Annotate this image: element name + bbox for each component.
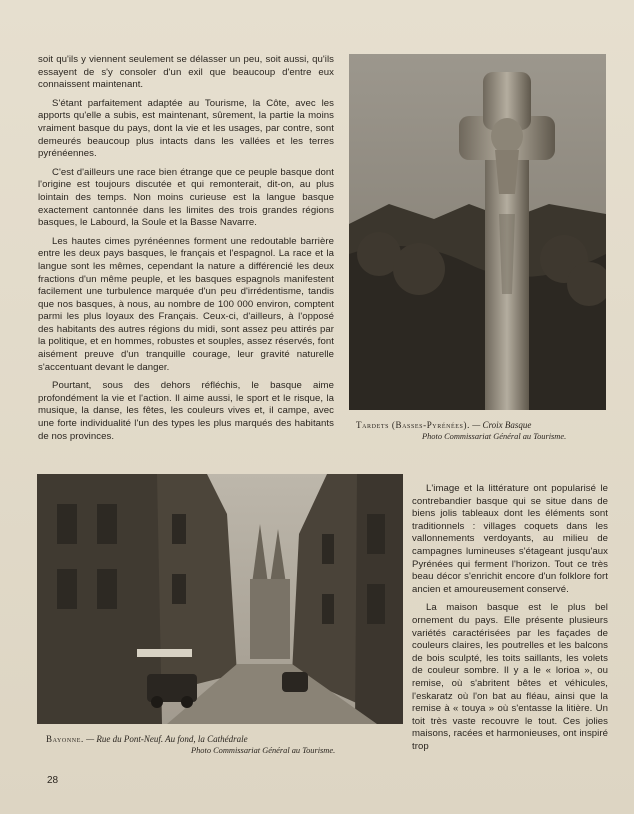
photo-basque-cross [349, 54, 606, 410]
caption-bayonne-street [46, 734, 386, 756]
caption-place: Tardets (Basses-Pyrénées). [356, 420, 470, 430]
paragraph: L'image et la littérature ont popularisé le contrebandier basque qui se situe dans de biens jolis tableaux dont les éléments sont traditionnels : villages coquets dans les vallonnements verdoyants, au milieu de campagnes lumineuses s'étageant jusqu'aux Pyrénées qui ferment l'horizon. Tout ce très beau décor s'enrichit encore d'un folklore fort ancien et amoureusement conservé. [412, 483, 608, 595]
caption-title: — Croix Basque [472, 420, 532, 430]
caption-basque-cross [356, 420, 612, 442]
paragraph: Pourtant, sous des dehors réfléchis, le basque aime profondément la vie et l'action. Il aime aussi, le sport et le risque, la musique, la danse, les fêtes, les couleurs vives et, il campe, avec une forte individualité l'un des types les plus marqués des habitants de nos provinces. [38, 380, 334, 442]
paragraph: S'étant parfaitement adaptée au Tourisme, la Côte, avec les apports qu'elle a subis, est maintenant, sûrement, la partie la moins vraiment basque du pays, dont la vie et les usages, par contre, sont demeurés beaucoup plus intacts dans les vallées et les terres pyrénéennes. [38, 97, 334, 160]
paragraph: C'est d'ailleurs une race bien étrange que ce peuple basque dont l'origine est toujours discutée et qui remonterait, dit-on, au plus lointain des temps. Non moins curieuse est la langue basque exactement cantonnée dans les limites des trois grandes régions basques, le Labourd, la Soule et la Basse Navarre. [38, 166, 334, 229]
paragraph: soit qu'ils y viennent seulement se délasser un peu, soit aussi, qu'ils essayent de s'y consoler d'un exil que beaucoup d'entre eux connaissent maintenant. [38, 54, 334, 91]
article-right-column [412, 483, 608, 759]
paragraph: La maison basque est le plus bel ornement du pays. Elle présente plusieurs variétés caractérisées par les façades de couleurs claires, les poutrelles et les balcons de bois sculpté, les toits saillants, les volets de couleur sombre. Il y a le « lorioa », ou remise, où s'abritent bêtes et véhicules, l'eskaratz où l'on bat au fléau, ainsi que la remise à « touya » où s'entasse la litière. Un toit très vaste recouvre le tout. Ces jolies maisons, racées et harmonieuses, ont inspiré trop [412, 602, 608, 752]
basque-cross-image [349, 54, 606, 410]
photo-credit: Photo Commissariat Général au Tourisme. [422, 432, 567, 441]
photo-credit: Photo Commissariat Général au Tourisme. [191, 746, 336, 755]
caption-title: — Rue du Pont-Neuf. Au fond, la Cathédrale [86, 734, 248, 744]
page-number: 28 [47, 775, 59, 786]
photo-bayonne-street [37, 474, 403, 724]
caption-place: Bayonne. [46, 734, 84, 744]
article-left-column [38, 54, 334, 449]
paragraph: Les hautes cimes pyrénéennes forment une redoutable barrière entre les deux pays basques, le français et l'espagnol. La race et la langue sont les mêmes, cependant la nature a différencié les deux fractions d'un même peuple, et les basques espagnols manifestent facilement une turbulence marquée d'un peu d'irrédentisme, tandis que nos basques, à nous, au nombre de 100 000 environ, comptent parmi les plus loyaux des Français. Ceux-ci, d'ailleurs, à l'opposé des habitants des autres régions du midi, sont assez peu attirés par la politique, et en hommes, robustes et souples, assez réservés, font aisément preuve d'un tranquille courage, leur gravité naturelle s'accentuant devant le danger. [38, 235, 334, 373]
bayonne-street-image [37, 474, 403, 724]
